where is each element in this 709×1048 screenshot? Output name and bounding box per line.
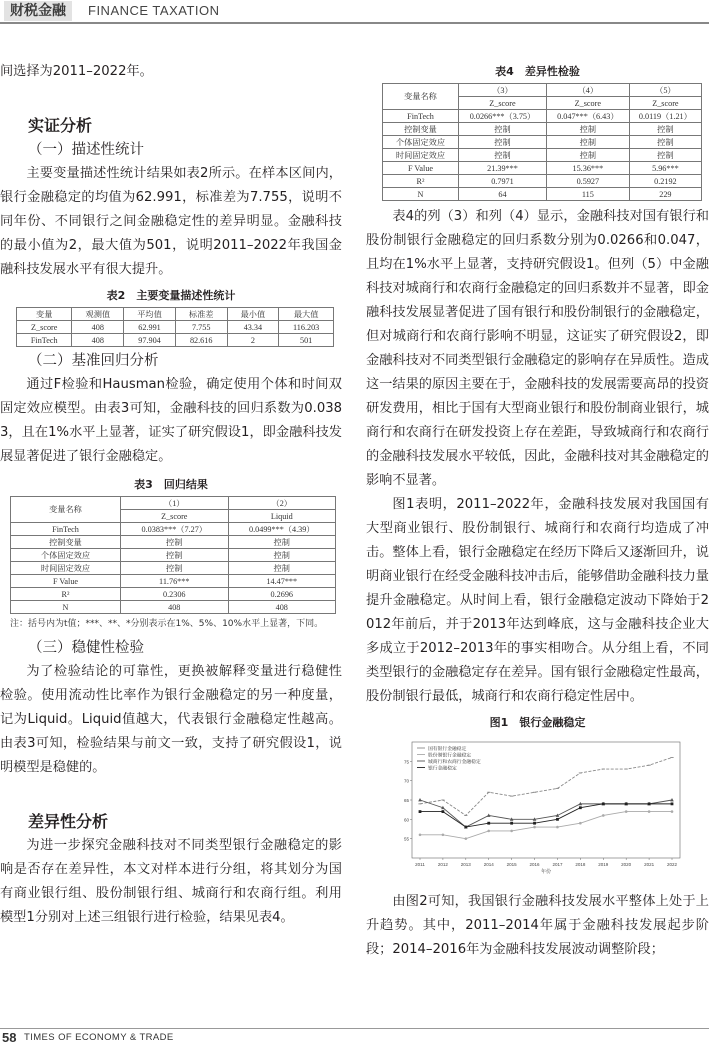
table-row [383, 149, 702, 162]
table-cell: Z_score [17, 321, 72, 334]
table-cell: 15.36*** [546, 162, 629, 175]
page-footer [0, 1030, 709, 1048]
table-cell: F Value [383, 162, 459, 175]
x-axis-label: 年份 [540, 869, 551, 875]
table-cell: （3） [459, 84, 547, 97]
table-cell: F Value [11, 575, 121, 588]
x-tick-label: 2012 [437, 862, 448, 867]
header-rule [0, 22, 709, 24]
figure-1-chart [388, 734, 688, 884]
section-heading: 实证分析 [28, 116, 93, 135]
table-cell: 变量名称 [11, 497, 121, 523]
table-cell: 控制 [629, 149, 701, 162]
figure-caption: 图1 银行金融稳定 [489, 716, 586, 729]
table-cell: 21.39*** [459, 162, 547, 175]
table-cell: 变量 [17, 308, 72, 321]
table-cell: 控制变量 [383, 123, 459, 136]
section-label-en: FINANCE TAXATION [88, 3, 220, 18]
data-point [510, 822, 513, 825]
page-header [0, 0, 709, 24]
table-header-row [17, 308, 334, 321]
table-cell: 控制 [121, 536, 229, 549]
paragraph: 图1表明，2011–2022年，金融科技发展对我国国有大型商业银行、股份制银行、城商行和农商行均造成了冲击。整体上看，银行金融稳定在经历下降后又逐渐回升，说明商业银行在经受金融科技冲击后，能够借助金融科技力量提升金融稳定。从时间上看，银行金融稳定波动下降始于2012年前后，并于2013年达到峰底，这与金融科技企业大多成立于2012–2013年的事实相吻合。从分组上看，不同类型银行的金融稳定存在差异。国有银行金融稳定性最高，股份制银行最低，城商行和农商行稳定性居中。 [366, 497, 709, 704]
table-cell: （4） [546, 84, 629, 97]
table-cell: 0.0383***（7.27） [121, 523, 229, 536]
x-tick-label: 2021 [643, 862, 654, 867]
data-point [556, 818, 559, 821]
table-cell: （1） [121, 497, 229, 510]
paragraph: 为了检验结论的可靠性，更换被解释变量进行稳健性检验。使用流动性比率作为银行金融稳定的另一种度量，记为Liquid。Liquid值越大，代表银行金融稳定性越高。由表3可知，检验结果与前文一致，支持了研究假设1，说明模型是稳健的。 [0, 664, 342, 775]
series-line [420, 812, 672, 839]
y-tick-label: 70 [403, 778, 409, 784]
y-tick-label: 65 [403, 798, 409, 803]
section-label: 财税金融 [4, 1, 72, 21]
table-cell: Z_score [546, 97, 629, 110]
table-row [383, 162, 702, 175]
table-cell: 82.616 [175, 334, 227, 347]
table-row [17, 334, 334, 347]
table-row [11, 575, 336, 588]
data-point [486, 813, 490, 816]
table-row [383, 136, 702, 149]
table-cell: 501 [279, 334, 334, 347]
data-point [464, 837, 467, 840]
right-column [366, 64, 709, 962]
table-cell: 97.904 [124, 334, 176, 347]
left-column [0, 52, 342, 930]
table-cell: 229 [629, 188, 701, 201]
table-cell: 控制 [629, 136, 701, 149]
table-cell: 最大值 [279, 308, 334, 321]
section-heading: 差异性分析 [28, 812, 109, 831]
series-line [420, 804, 672, 827]
data-point [487, 822, 490, 825]
table-cell: 时间固定效应 [11, 562, 121, 575]
legend-label: 城商行和农商行金融稳定 [427, 759, 481, 765]
table-cell: 控制 [459, 136, 547, 149]
table-cell: FinTech [11, 523, 121, 536]
table-cell: 控制 [459, 149, 547, 162]
table-cell: N [11, 601, 121, 614]
data-point [647, 802, 650, 805]
table-4 [382, 83, 702, 201]
data-point [670, 810, 673, 813]
table-cell: 0.2306 [121, 588, 229, 601]
table-cell: 0.7971 [459, 175, 547, 188]
table-cell: 115 [546, 188, 629, 201]
table-cell: 64 [459, 188, 547, 201]
table-cell: 个体固定效应 [11, 549, 121, 562]
x-tick-label: 2019 [597, 862, 608, 867]
table-3 [10, 496, 336, 614]
data-point [418, 834, 421, 837]
table-row [11, 562, 336, 575]
table-cell: 5.96*** [629, 162, 701, 175]
paragraph: 由图2可知，我国银行金融科技发展水平整体上处于上升趋势。其中，2011–2014年属于金融科技发展起步阶段；2014–2016年为金融科技发展波动调整阶段； [366, 894, 709, 957]
x-tick-label: 2018 [574, 862, 585, 867]
table-row [11, 523, 336, 536]
table-cell: 观测值 [72, 308, 124, 321]
table-cell: 408 [228, 601, 336, 614]
table-cell: 平均值 [124, 308, 176, 321]
data-point [624, 802, 627, 805]
legend-label: 股份制银行金融稳定 [427, 753, 471, 759]
table-cell: 控制 [228, 549, 336, 562]
table-cell: （5） [629, 84, 701, 97]
table-cell: N [383, 188, 459, 201]
table-row [11, 601, 336, 614]
table-cell: 62.991 [124, 321, 176, 334]
table-cell: 变量名称 [383, 84, 459, 110]
table-row [17, 321, 334, 334]
table-cell: 14.47*** [228, 575, 336, 588]
legend-label: 国有银行金融稳定 [427, 746, 466, 752]
table-2 [16, 307, 334, 347]
chart-svg [388, 734, 688, 884]
data-point [579, 822, 582, 825]
table-cell: 控制 [459, 123, 547, 136]
data-point [670, 798, 674, 801]
table-cell: 7.755 [175, 321, 227, 334]
table-cell: 控制 [121, 549, 229, 562]
paragraph: 为进一步探究金融科技对不同类型银行金融稳定的影响是否存在差异性，本文对样本进行分组，将其划分为国有商业银行组、股份制银行组、城商行和农商行组。利用模型1分别对上述三组银行进行检验，结果见表4。 [0, 838, 342, 925]
table-cell: 0.0499***（4.39） [228, 523, 336, 536]
y-tick-label: 60 [403, 817, 409, 823]
data-point [533, 822, 536, 825]
table-cell: （2） [228, 497, 336, 510]
table-row [383, 110, 702, 123]
subsection-heading: （二）基准回归分析 [28, 353, 159, 369]
journal-name: TIMES OF ECONOMY & TRADE [24, 1032, 174, 1043]
table-cell: Z_score [121, 510, 229, 523]
table-cell: 时间固定效应 [383, 149, 459, 162]
table-row [383, 175, 702, 188]
subsection-heading: （三）稳健性检验 [28, 640, 144, 656]
x-tick-label: 2015 [506, 862, 517, 867]
table-cell: 11.76*** [121, 575, 229, 588]
table-cell: 控制 [228, 562, 336, 575]
table-caption: 表2 主要变量描述性统计 [106, 289, 236, 302]
footer-rule [0, 1028, 709, 1029]
data-point [441, 834, 444, 837]
table-row [11, 536, 336, 549]
paragraph: 表4的列（3）和列（4）显示，金融科技对国有银行和股份制银行金融稳定的回归系数分别为0.0266和0.047，且均在1%水平上显著，支持研究假设1。但列（5）中金融科技对城商行和农商行金融稳定的回归系数并不显著，即金融科技发展显著促进了国有银行和股份制银行的金融稳定，但对城商行和农商行影响不明显，这证实了研究假设2，即金融科技对不同类型银行金融稳定的影响存在异质性。造成这一结果的原因主要在于，金融科技的发展需要高昂的投资研发费用，相比于国有大型商业银行和股份制商业银行，城商行和农商行在研发投资上存在差距，导致城商行和农商行的金融科技发展水平较低，因此，金融科技对其金融稳定的影响不显著。 [366, 209, 709, 488]
x-tick-label: 2022 [666, 862, 677, 867]
table-caption: 表4 差异性检验 [495, 65, 580, 78]
paragraph: 通过F检验和Hausman检验，确定使用个体和时间双固定效应模型。由表3可知，金融科技的回归系数为0.0383，且在1%水平上显著，证实了研究假设1，即金融科技发展显著促进了银行金融稳定。 [0, 377, 342, 464]
table-row [11, 549, 336, 562]
data-point [510, 830, 513, 833]
table-cell: 116.203 [279, 321, 334, 334]
data-point [487, 830, 490, 833]
table-row [11, 588, 336, 601]
table-cell: R² [11, 588, 121, 601]
table-cell: Liquid [228, 510, 336, 523]
table-cell: 控制 [228, 536, 336, 549]
table-cell: 408 [121, 601, 229, 614]
x-tick-label: 2020 [620, 862, 631, 867]
x-tick-label: 2013 [460, 862, 471, 867]
data-point [418, 810, 421, 813]
table-cell: 2 [227, 334, 279, 347]
data-point [624, 810, 627, 813]
table-cell: 控制变量 [11, 536, 121, 549]
table-cell: 0.0119（1.21） [629, 110, 701, 123]
table-caption: 表3 回归结果 [134, 478, 208, 491]
table-cell: 最小值 [227, 308, 279, 321]
paragraph: 主要变量描述性统计结果如表2所示。在样本区间内，银行金融稳定的均值为62.991，标准差为7.755，说明不同年份、不同银行之间金融稳定性的差异明显。金融科技的最小值为2，最大值为501，说明2011–2022年我国金融科技发展水平有很大提升。 [0, 166, 342, 277]
data-point [601, 802, 604, 805]
table-cell: 控制 [546, 149, 629, 162]
table-cell: 0.0266***（3.75） [459, 110, 547, 123]
table-cell: 0.2192 [629, 175, 701, 188]
page-number: 58 [2, 1030, 17, 1045]
table-cell: 标准差 [175, 308, 227, 321]
table-cell: 408 [72, 334, 124, 347]
y-tick-label: 55 [403, 836, 409, 842]
table-cell: 个体固定效应 [383, 136, 459, 149]
x-tick-label: 2017 [551, 862, 562, 867]
table-row [383, 188, 702, 201]
table-cell: 0.5927 [546, 175, 629, 188]
series-line [420, 757, 672, 815]
table-header-row [11, 497, 336, 510]
table-row [383, 123, 702, 136]
subsection-heading: （一）描述性统计 [28, 142, 144, 158]
table-cell: 控制 [546, 123, 629, 136]
table-note: 注：括号内为t值；***、**、*分别表示在1%、5%、10%水平上显著，下同。 [10, 619, 324, 629]
paragraph: 间选择为2011–2022年。 [0, 64, 153, 79]
table-cell: 控制 [546, 136, 629, 149]
data-point [670, 802, 673, 805]
table-cell: 0.2696 [228, 588, 336, 601]
data-point [464, 826, 467, 829]
legend-label: 银行金融稳定 [427, 766, 457, 772]
x-tick-label: 2016 [529, 862, 540, 867]
data-point [441, 810, 444, 813]
x-tick-label: 2011 [414, 862, 425, 867]
table-cell: FinTech [383, 110, 459, 123]
table-cell: FinTech [17, 334, 72, 347]
x-tick-label: 2014 [483, 862, 494, 867]
data-point [578, 806, 581, 809]
data-point [533, 826, 536, 829]
table-cell: 控制 [121, 562, 229, 575]
table-cell: R² [383, 175, 459, 188]
table-cell: 408 [72, 321, 124, 334]
data-point [647, 810, 650, 813]
table-cell: 控制 [629, 123, 701, 136]
data-point [556, 826, 559, 829]
data-point [601, 814, 604, 817]
table-cell: Z_score [629, 97, 701, 110]
table-cell: 43.34 [227, 321, 279, 334]
table-cell: 0.047***（6.43） [546, 110, 629, 123]
table-cell: Z_score [459, 97, 547, 110]
table-header-row [383, 84, 702, 97]
y-tick-label: 75 [403, 759, 409, 765]
data-point [418, 798, 422, 801]
